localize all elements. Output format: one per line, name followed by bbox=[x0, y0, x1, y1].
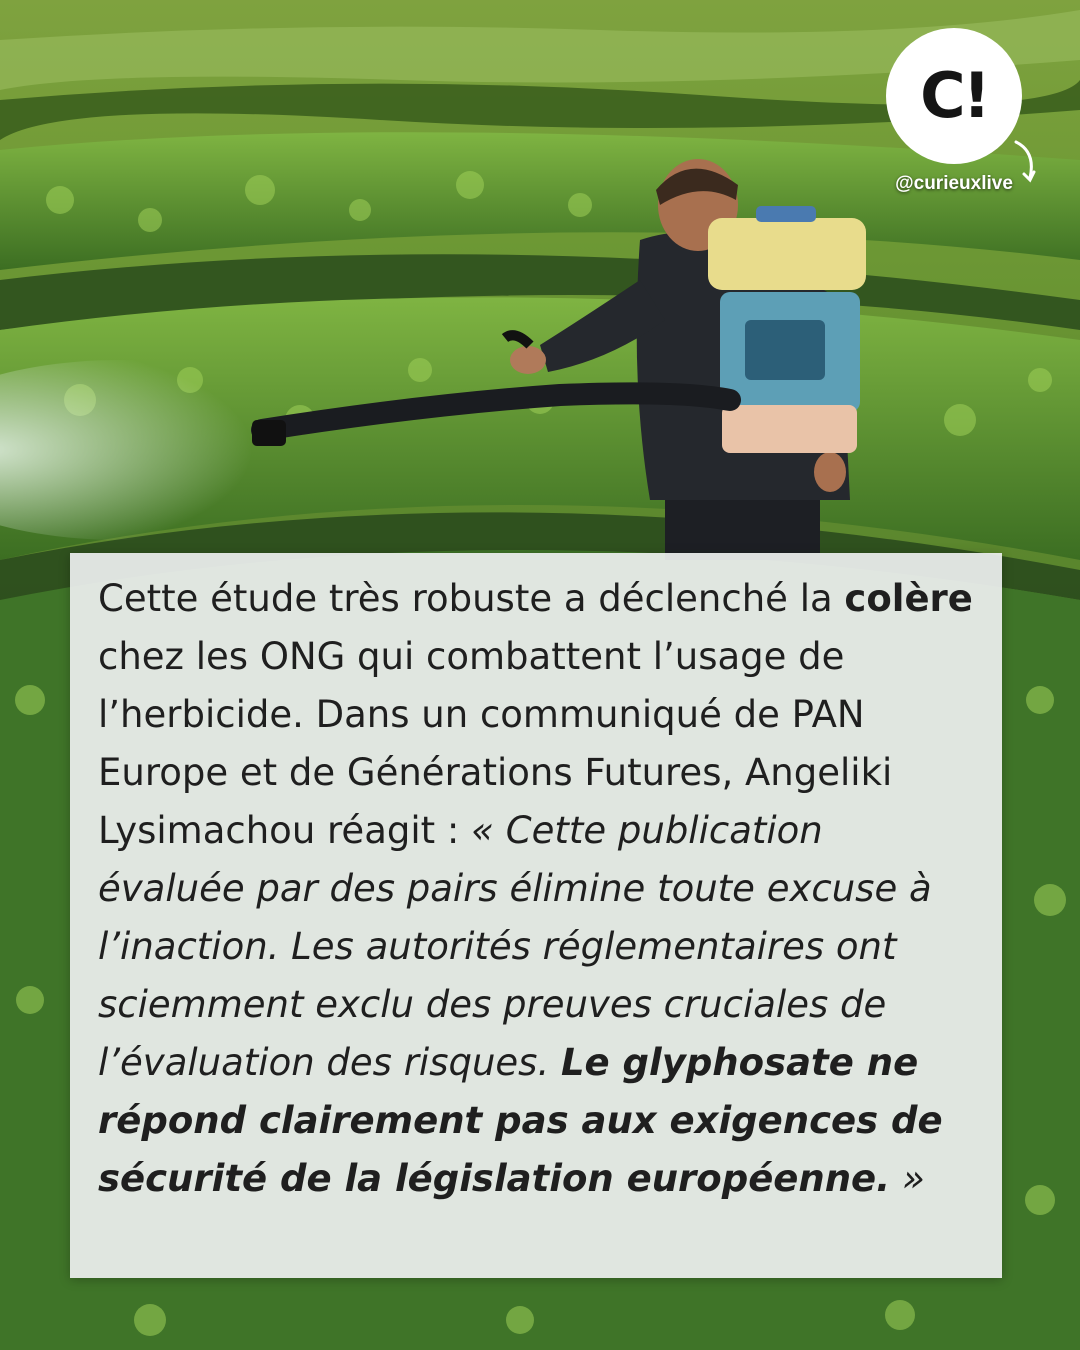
account-handle: @curieuxlive bbox=[895, 173, 1013, 194]
quote-bold-italic: Le glyphosate ne répond clairement pas aux exigences de sécurité de la législation européenne. bbox=[98, 1041, 943, 1200]
quote-close: » bbox=[890, 1157, 925, 1200]
intro-text-2: chez les ONG qui combattent l’usage de l’herbicide. Dans un communiqué de PAN Europe et de Générations Futures, Angeliki Lysimachou réagit : bbox=[98, 635, 893, 852]
quote-italic: « Cette publication évaluée par des pairs élimine toute excuse à l’inaction. Les autorités réglementaires ont sciemment exclu des preuves cruciales de l’évaluation des risques. bbox=[98, 809, 932, 1084]
intro-bold-word: colère bbox=[844, 577, 973, 620]
logo-text: C! bbox=[920, 59, 988, 132]
quote-card-text bbox=[98, 570, 978, 1208]
brand-logo bbox=[886, 28, 1022, 164]
intro-text-1: Cette étude très robuste a déclenché la bbox=[98, 577, 845, 620]
